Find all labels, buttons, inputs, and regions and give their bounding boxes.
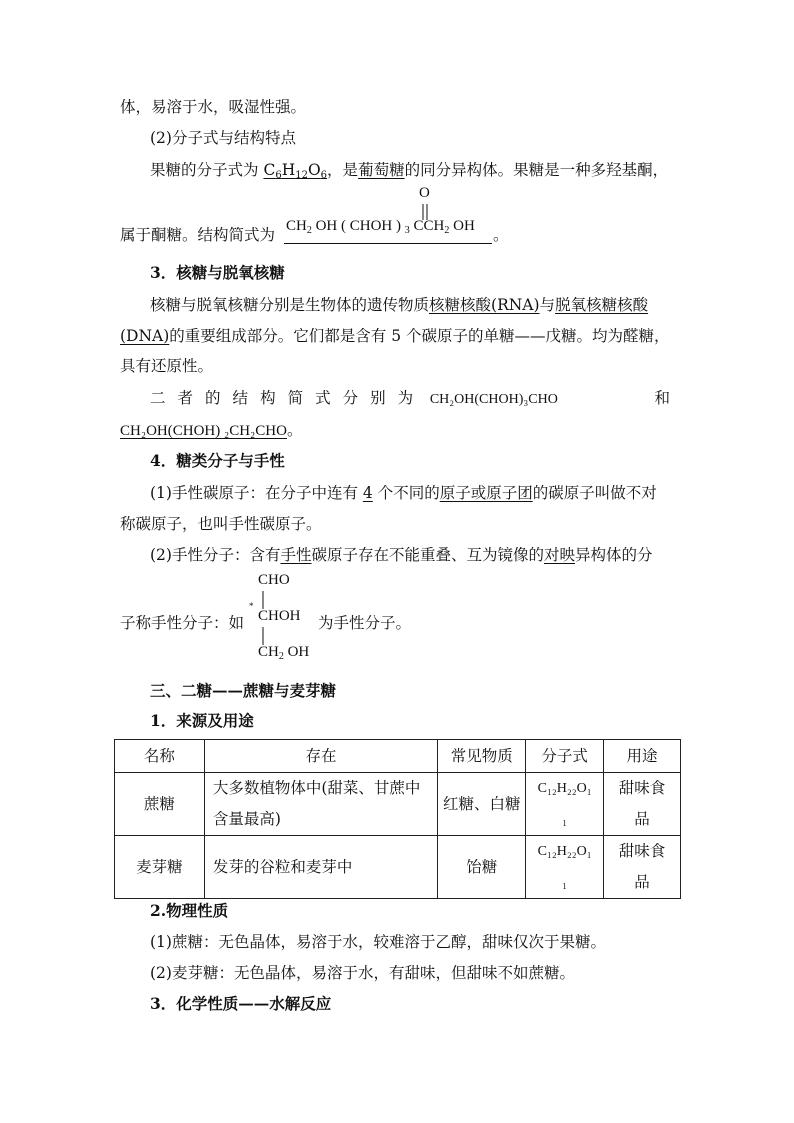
chiral-carbon-line2: 称碳原子，也叫手性碳原子。: [120, 515, 322, 533]
ribose-para-line1: 核糖与脱氧核糖分别是生物体的遗传物质核糖核酸(RNA)与脱氧核糖核酸: [150, 296, 649, 314]
section-disaccharides: 三、二糖——蔗糖与麦芽糖: [150, 681, 337, 700]
table-row: 麦芽糖 发芽的谷粒和麦芽中 饴糖 C₁₂H₂₂O₁ ₁ 甜味食 品: [115, 836, 681, 899]
chiral-molecule-line2: 子称手性分子：如: [120, 614, 245, 632]
bond-icon: [258, 626, 268, 646]
carbonyl-oxygen: O: [419, 185, 430, 201]
chiral-carbon-line1: (1)手性碳原子：在分子中连有 4 个不同的原子或原子团的碳原子叫做不对: [150, 484, 657, 502]
spread-word: 分: [342, 389, 359, 407]
answer-underline: [284, 243, 492, 244]
header-common: 常见物质: [438, 740, 526, 773]
header-use: 用途: [604, 740, 681, 773]
glyceraldehyde-mid: CHOH: [258, 608, 301, 624]
heading-chirality: 4．糖类分子与手性: [150, 451, 285, 470]
spread-words: [150, 387, 413, 409]
chiral-star: *: [249, 601, 254, 611]
ribose-para-line2: (DNA)的重要组成部分。它们都是含有 5 个碳原子的单糖——戊糖。均为醛糖，: [120, 327, 670, 345]
header-formula: 分子式: [526, 740, 604, 773]
deoxyribose-formula: CH₂OH(CHOH) ₂CH₂CHO: [120, 423, 287, 439]
spread-word: 结: [232, 389, 249, 407]
glyceraldehyde-bottom: $CH_2$ OH: [258, 644, 310, 662]
table-row: 蔗糖 大多数植物体中(甜菜、甘蔗中 含量最高) 红糖、白糖 C₁₂H₂₂O₁ ₁ 甜味食 品: [115, 773, 681, 836]
spread-word: 为: [397, 389, 414, 407]
heading-chemical: 3．化学性质——水解反应: [150, 994, 332, 1013]
heading-ribose: 3．核糖与脱氧核糖: [150, 263, 285, 282]
bond-icon: [258, 590, 268, 610]
table-header-row: [115, 740, 681, 773]
subheading-structure: (2)分子式与结构特点: [150, 129, 296, 147]
spread-word: 式: [315, 389, 331, 407]
ribose-formula: CH₂OH(CHOH)₃CHO: [429, 392, 558, 407]
spread-word: 者: [177, 389, 194, 407]
header-exist: 存在: [204, 740, 437, 773]
spread-word: 的: [205, 389, 221, 407]
spread-word: 二: [150, 389, 166, 407]
period: 。: [493, 226, 509, 244]
chiral-molecule-end: 为手性分子。: [318, 614, 412, 632]
fructose-structure-line: 属于酮糖。结构简式为: [120, 226, 276, 244]
heading-source-use: 1．来源及用途: [150, 711, 254, 730]
fructose-structure: $CH_2$ OH ( CHOH ) $_3$ $CCH_2$ OH: [286, 218, 475, 236]
deoxyribose-formula-line: CH₂OH(CHOH) ₂CH₂CHO。: [120, 421, 303, 439]
chiral-molecule-line1: (2)手性分子：含有手性碳原子存在不能重叠、互为镜像的对映异构体的分: [150, 546, 653, 564]
text-line: 体，易溶于水，吸湿性强。: [120, 98, 307, 116]
spread-word: 简: [287, 389, 304, 407]
disaccharide-table: [114, 739, 681, 899]
spread-word: 构: [260, 389, 276, 407]
ribose-para-line3: 具有还原性。: [120, 357, 214, 375]
double-bond-icon: [418, 203, 432, 221]
maltose-physical: (2)麦芽糖：无色晶体，易溶于水，有甜味，但甜味不如蔗糖。: [150, 964, 575, 982]
heading-physical: 2.物理性质: [150, 901, 229, 920]
header-name: 名称: [115, 740, 205, 773]
ribose-structures-line: 二 者 的 结 构 简 式 分 别 为 CH₂OH(CHOH)₃CHO 和: [150, 387, 670, 411]
fructose-formula: $C_6H_{12}O_6$: [263, 161, 328, 181]
spread-word: 别: [370, 389, 386, 407]
glyceraldehyde-top: CHO: [258, 572, 290, 588]
sucrose-physical: (1)蔗糖：无色晶体，易溶于水，较难溶于乙醇，甜味仅次于果糖。: [150, 933, 606, 951]
fructose-formula-line: 果糖的分子式为 $C_6H_{12}O_6$，是葡萄糖的同分异构体。果糖是一种多羟基酮，: [150, 161, 669, 181]
